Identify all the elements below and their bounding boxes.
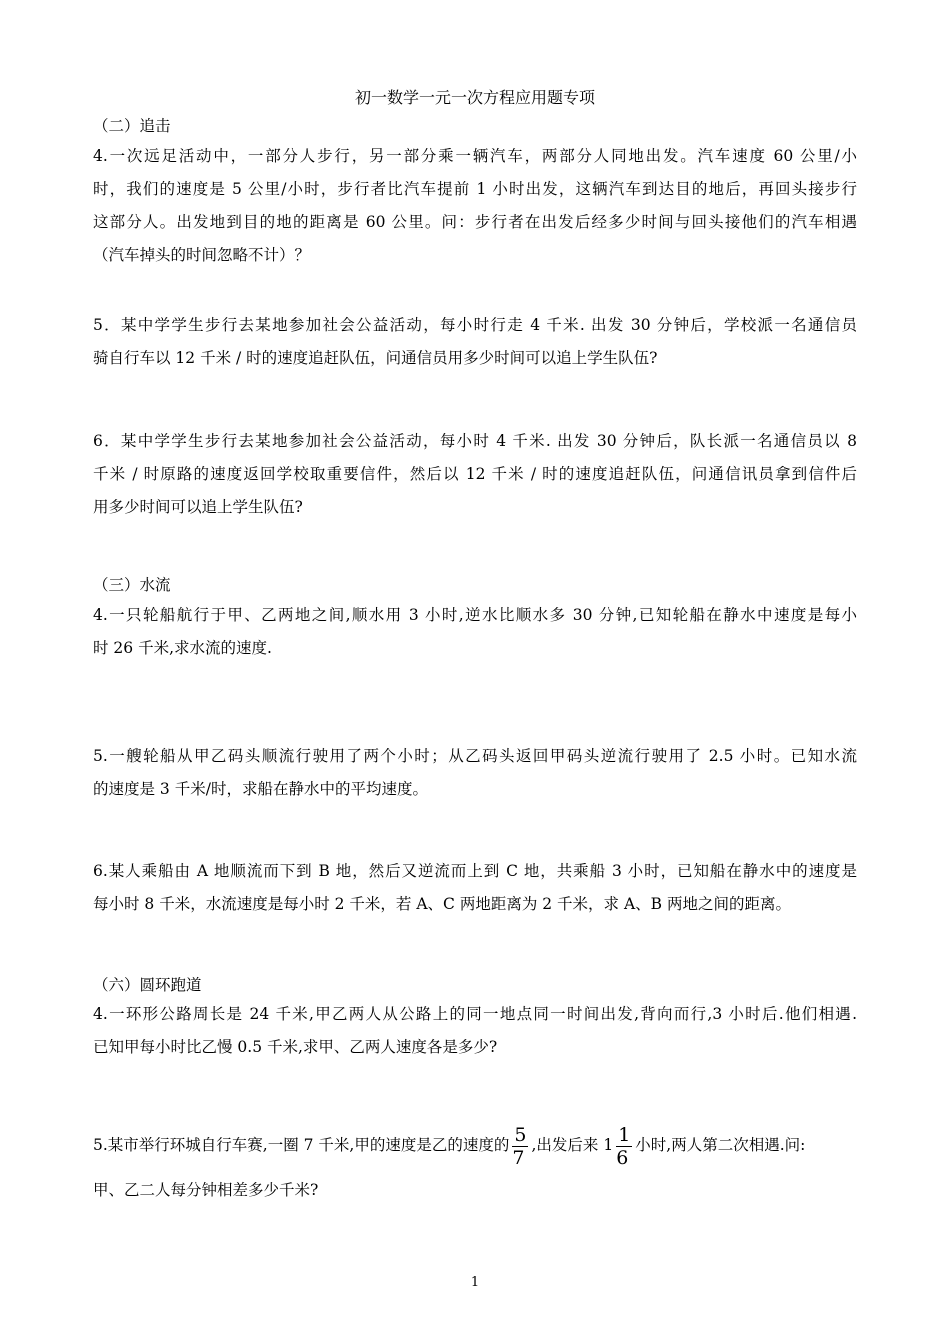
problem-line: 甲、乙二人每分钟相差多少千米? [93,1181,319,1199]
fraction-one-sixth [616,1124,632,1169]
page-number: 1 [470,1275,480,1290]
page-title: 初一数学一元一次方程应用题专项 [354,88,595,107]
problem-line: 每小时 8 千米，水流速度是每小时 2 千米，若 A、C 两地距离为 2 千米，求 A、B 两地之间的距离。 [93,895,791,913]
section-heading-circular-track: （六）圆环跑道 [93,976,202,994]
problem-line: 6．某中学学生步行去某地参加社会公益活动，每小时 4 千米. 出发 30 分钟后，队长派一名通信员以 8 [93,432,857,450]
problem-line: 千米 / 时原路的速度返回学校取重要信件，然后以 12 千米 / 时的速度追赶队伍，问通信讯员拿到信件后 [93,465,857,483]
problem-text: ,出发后来 1 [531,1136,614,1154]
problem-line: 6.某人乘船由 A 地顺流而下到 B 地，然后又逆流而上到 C 地，共乘船 3 小时，已知船在静水中的速度是 [93,862,857,880]
problem-line: 时 26 千米,求水流的速度. [93,639,272,657]
problem-line: 4.一环形公路周长是 24 千米,甲乙两人从公路上的同一地点同一时间出发,背向而行,3 小时后.他们相遇. [93,1005,857,1023]
problem-line: 骑自行车以 12 千米 / 时的速度追赶队伍，问通信员用多少时间可以追上学生队伍? [93,349,658,367]
problem-text: 小时,两人第二次相遇.问: [635,1136,806,1154]
problem-line: 已知甲每小时比乙慢 0.5 千米,求甲、乙两人速度各是多少? [93,1038,498,1056]
problem-line-with-fractions [93,1120,857,1170]
problem-line: 的速度是 3 千米/时，求船在静水中的平均速度。 [93,780,428,798]
problem-line: 4.一次远足活动中，一部分人步行，另一部分乘一辆汽车，两部分人同地出发。汽车速度 60 公里/小 [93,147,857,165]
fraction-numerator: 5 [514,1123,527,1146]
problem-line: 4.一只轮船航行于甲、乙两地之间,顺水用 3 小时,逆水比顺水多 30 分钟,已知轮船在静水中速度是每小 [93,606,857,624]
fraction-denominator: 7 [512,1146,525,1169]
fraction-five-sevenths [512,1124,528,1169]
problem-current-6 [93,855,857,921]
problem-current-5 [93,740,857,806]
problem-track-5 [93,1120,857,1210]
problem-line: 用多少时间可以追上学生队伍? [93,498,303,516]
problem-line: 5.一艘轮船从甲乙码头顺流行驶用了两个小时；从乙码头返回甲码头逆流行驶用了 2.5 小时。已知水流 [93,747,857,765]
problem-chase-4 [93,140,857,272]
problem-line: （汽车掉头的时间忽略不计）？ [93,246,311,264]
fraction-denominator: 6 [616,1146,629,1169]
problem-current-4 [93,599,857,665]
problem-line: 这部分人。出发地到目的地的距离是 60 公里。问：步行者在出发后经多少时间与回头接他们的汽车相遇 [93,213,857,231]
problem-line: 时，我们的速度是 5 公里/小时，步行者比汽车提前 1 小时出发，这辆汽车到达目的地后，再回头接步行 [93,180,857,198]
problem-chase-6 [93,425,857,524]
problem-text: 5.某市举行环城自行车赛,一圈 7 千米,甲的速度是乙的速度的 [93,1136,510,1154]
fraction-numerator: 1 [618,1123,631,1146]
section-heading-chase: （二）追击 [93,117,171,135]
problem-line: 5．某中学学生步行去某地参加社会公益活动，每小时行走 4 千米. 出发 30 分钟后，学校派一名通信员 [93,316,857,334]
problem-track-4 [93,998,857,1064]
section-heading-current: （三）水流 [93,576,171,594]
problem-chase-5 [93,309,857,375]
